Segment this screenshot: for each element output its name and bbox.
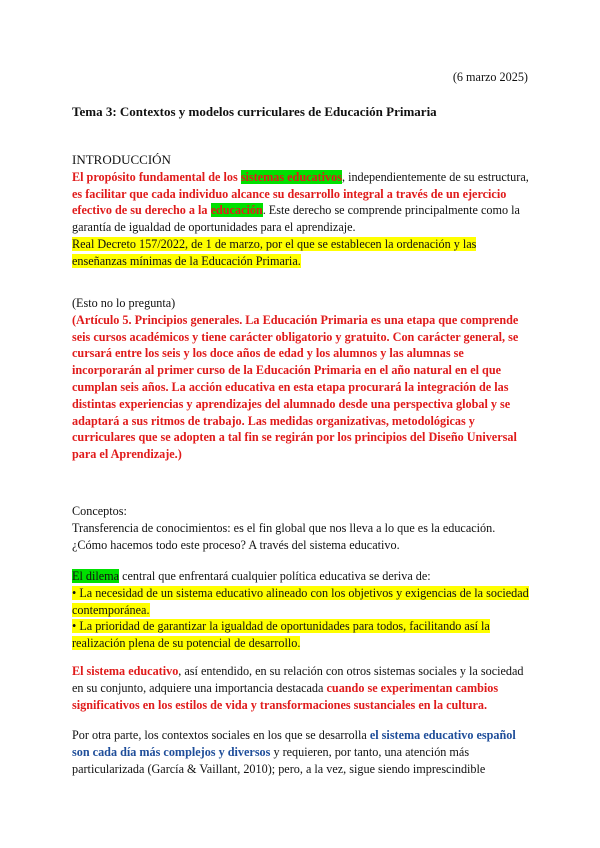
- conceptos-line1: Transferencia de conocimientos: es el fin global que nos lleva a lo que es la educación.: [72, 520, 496, 535]
- sistema-paragraph: [72, 663, 532, 713]
- real-decreto-line: [72, 236, 532, 270]
- document-date: (6 marzo 2025): [452, 70, 528, 84]
- intro-text-c: , independientemente de su estructura,: [341, 169, 529, 184]
- conceptos-section: [72, 503, 532, 553]
- intro-highlight-sistemas: sistemas educativos: [240, 169, 342, 184]
- intro-text-d: es facilitar que cada individuo alcance su desarrollo integral a través de un ejercicio efectivo de su derecho a la: [72, 186, 507, 218]
- real-decreto-text: Real Decreto 157/2022, de 1 de marzo, por el que se establecen la ordenación y las enseñanzas mínimas de la Educación Primaria.: [72, 236, 477, 268]
- dilema-section: [72, 568, 532, 652]
- otra-a: Por otra parte, los contextos sociales en los que se desarrolla: [72, 728, 370, 742]
- conceptos-heading: Conceptos:: [72, 504, 127, 518]
- intro-text-a: El propósito fundamental de los: [72, 169, 241, 184]
- intro-heading: INTRODUCCIÓN: [72, 152, 171, 167]
- intro-highlight-educacion: educación: [210, 203, 263, 218]
- otra-b: el sistema educativo español son cada día más complejos y diversos: [72, 728, 516, 759]
- article-note: (Esto no lo pregunta): [72, 296, 176, 310]
- article-section: [72, 295, 532, 463]
- article-text: (Artículo 5. Principios generales. La Educación Primaria es una etapa que comprende seis cursos académicos y tiene carácter obligatorio y gratuito. Con carácter general, se cursará entre los seis y los doce años de edad y los alumnos y las alumnas se incorporarán al primer curso de la Educación Primaria en el año natural en el que cumplan seis años. La acción educativa en esta etapa procurará la integración de las distintas experiencias y aprendizajes del alumnado desde una perspectiva global y se adaptará a sus ritmos de trabajo. Las medidas organizativas, metodológicas y curriculares que se adopten a tal fin se regirán por los principios del Diseño Universal para el Aprendizaje.): [72, 312, 519, 462]
- sistema-section: [72, 663, 532, 713]
- sistema-mid: , así entendido, en su relación con otros sistemas sociales y la sociedad en su conjunto, adquiere una importancia destacada: [72, 664, 524, 695]
- dilema-bullet-1: [72, 585, 532, 619]
- intro-text-f: . Este derecho se comprende principalmente como la garantía de igualdad de oportunidades para el aprendizaje.: [72, 203, 520, 235]
- dilema-bullet-2: [72, 618, 532, 652]
- otra-paragraph: [72, 727, 532, 777]
- intro-section: [72, 152, 532, 270]
- dilema-bullet-2-text: • La prioridad de garantizar la igualdad de oportunidades para todos, facilitando así la realización plena de su potencial de desarrollo.: [72, 619, 490, 651]
- sistema-term: El sistema educativo: [72, 664, 179, 678]
- dilema-intro: [72, 568, 532, 585]
- document-title: Tema 3: Contextos y modelos curriculares de Educación Primaria: [72, 104, 437, 119]
- intro-paragraph: [72, 169, 532, 236]
- otra-c: y requieren, por tanto, una atención más particularizada (García & Vaillant, 2010); pero, a la vez, sigue siendo imprescindible: [72, 744, 486, 776]
- dilema-bullet-1-text: • La necesidad de un sistema educativo alineado con los objetivos y exigencias de la sociedad contemporánea.: [72, 585, 529, 617]
- dilema-term: El dilema: [72, 569, 120, 583]
- otra-section: [72, 727, 532, 777]
- dilema-rest: central que enfrentará cualquier política educativa se deriva de:: [119, 569, 431, 583]
- conceptos-line2: ¿Cómo hacemos todo este proceso? A través del sistema educativo.: [72, 537, 400, 552]
- sistema-emph: cuando se experimentan cambios significativos en los estilos de vida y transformaciones sustanciales en la cultura.: [72, 680, 499, 712]
